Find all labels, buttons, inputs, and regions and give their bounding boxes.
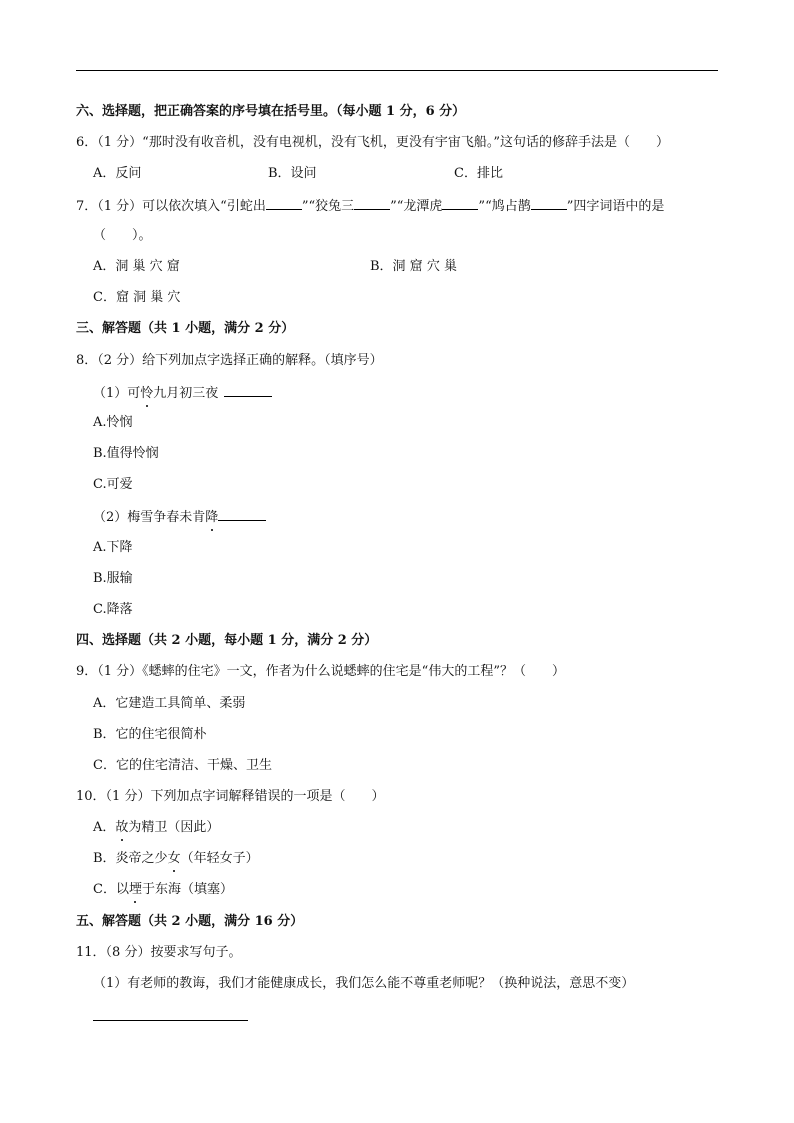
answer-line[interactable]	[93, 1020, 248, 1021]
section-5-title: 五、解答题（共 2 小题，满分 16 分）	[76, 914, 304, 929]
q6-option-c[interactable]: C．排比	[454, 166, 503, 181]
q7-answer-paren: （ ）。	[93, 228, 152, 243]
q9-option-c[interactable]: C．它的住宅清洁、干燥、卫生	[93, 758, 272, 773]
q10-option-a[interactable]: A．故为精卫（因此）	[93, 820, 220, 835]
q7-option-a[interactable]: A．洞 巢 穴 窟	[93, 259, 180, 274]
section-3-title: 三、解答题（共 1 小题，满分 2 分）	[76, 321, 295, 336]
q8-1-option-a[interactable]: A.怜悯	[93, 415, 133, 430]
question-9-stem: 9．（1 分）《蟋蟀的住宅》一文，作者为什么说蟋蟀的住宅是“伟大的工程”？（ ）	[76, 664, 565, 679]
blank[interactable]	[442, 196, 478, 210]
question-6-stem: 6．（1 分）“那时没有收音机，没有电视机，没有飞机，更没有宇宙飞船。”这句话的修辞手法是（ ）	[76, 135, 669, 150]
q8-sub-2: （2）梅雪争春未肯降	[93, 507, 266, 527]
q8-2-option-a[interactable]: A.下降	[93, 540, 133, 555]
q8-2-option-c[interactable]: C.降落	[93, 602, 133, 617]
q11-sub-1: （1）有老师的教诲，我们才能健康成长，我们怎么能不尊重老师呢？（换种说法，意思不变）	[93, 976, 635, 991]
question-7-stem: 7．（1 分）可以依次填入“引蛇出 ”“狡兔三 ”“龙潭虎 ”“鸠占鹊 ”四字词语中的是	[76, 196, 664, 216]
q9-option-a[interactable]: A．它建造工具简单、柔弱	[93, 696, 246, 711]
q7-option-b[interactable]: B．洞 窟 穴 巢	[370, 259, 457, 274]
q7-option-c[interactable]: C．窟 洞 巢 穴	[93, 290, 181, 305]
section-6-title: 六、选择题，把正确答案的序号填在括号里。（每小题 1 分，6 分）	[76, 104, 466, 119]
q10-option-c[interactable]: C．以堙于东海（填塞）	[93, 882, 233, 897]
answer-blank[interactable]	[224, 383, 272, 397]
blank[interactable]	[354, 196, 390, 210]
question-11-stem: 11．（8 分）按要求写句子。	[76, 945, 242, 960]
q8-2-option-b[interactable]: B.服输	[93, 571, 133, 586]
q6-option-a[interactable]: A．反问	[93, 166, 142, 181]
q8-1-option-c[interactable]: C.可爱	[93, 477, 133, 492]
blank[interactable]	[266, 196, 302, 210]
q8-1-option-b[interactable]: B.值得怜悯	[93, 446, 159, 461]
question-8-stem: 8．（2 分）给下列加点字选择正确的解释。（填序号）	[76, 353, 383, 368]
q6-option-b[interactable]: B．设问	[268, 166, 317, 181]
section-4-title: 四、选择题（共 2 小题，每小题 1 分，满分 2 分）	[76, 633, 378, 648]
blank[interactable]	[531, 196, 567, 210]
header-rule	[76, 70, 718, 71]
q8-sub-1: （1）可怜九月初三夜	[93, 383, 272, 403]
answer-blank[interactable]	[218, 507, 266, 521]
q9-option-b[interactable]: B．它的住宅很简朴	[93, 727, 207, 742]
q10-option-b[interactable]: B．炎帝之少女（年轻女子）	[93, 851, 259, 866]
question-10-stem: 10．（1 分）下列加点字词解释错误的一项是（ ）	[76, 789, 385, 804]
